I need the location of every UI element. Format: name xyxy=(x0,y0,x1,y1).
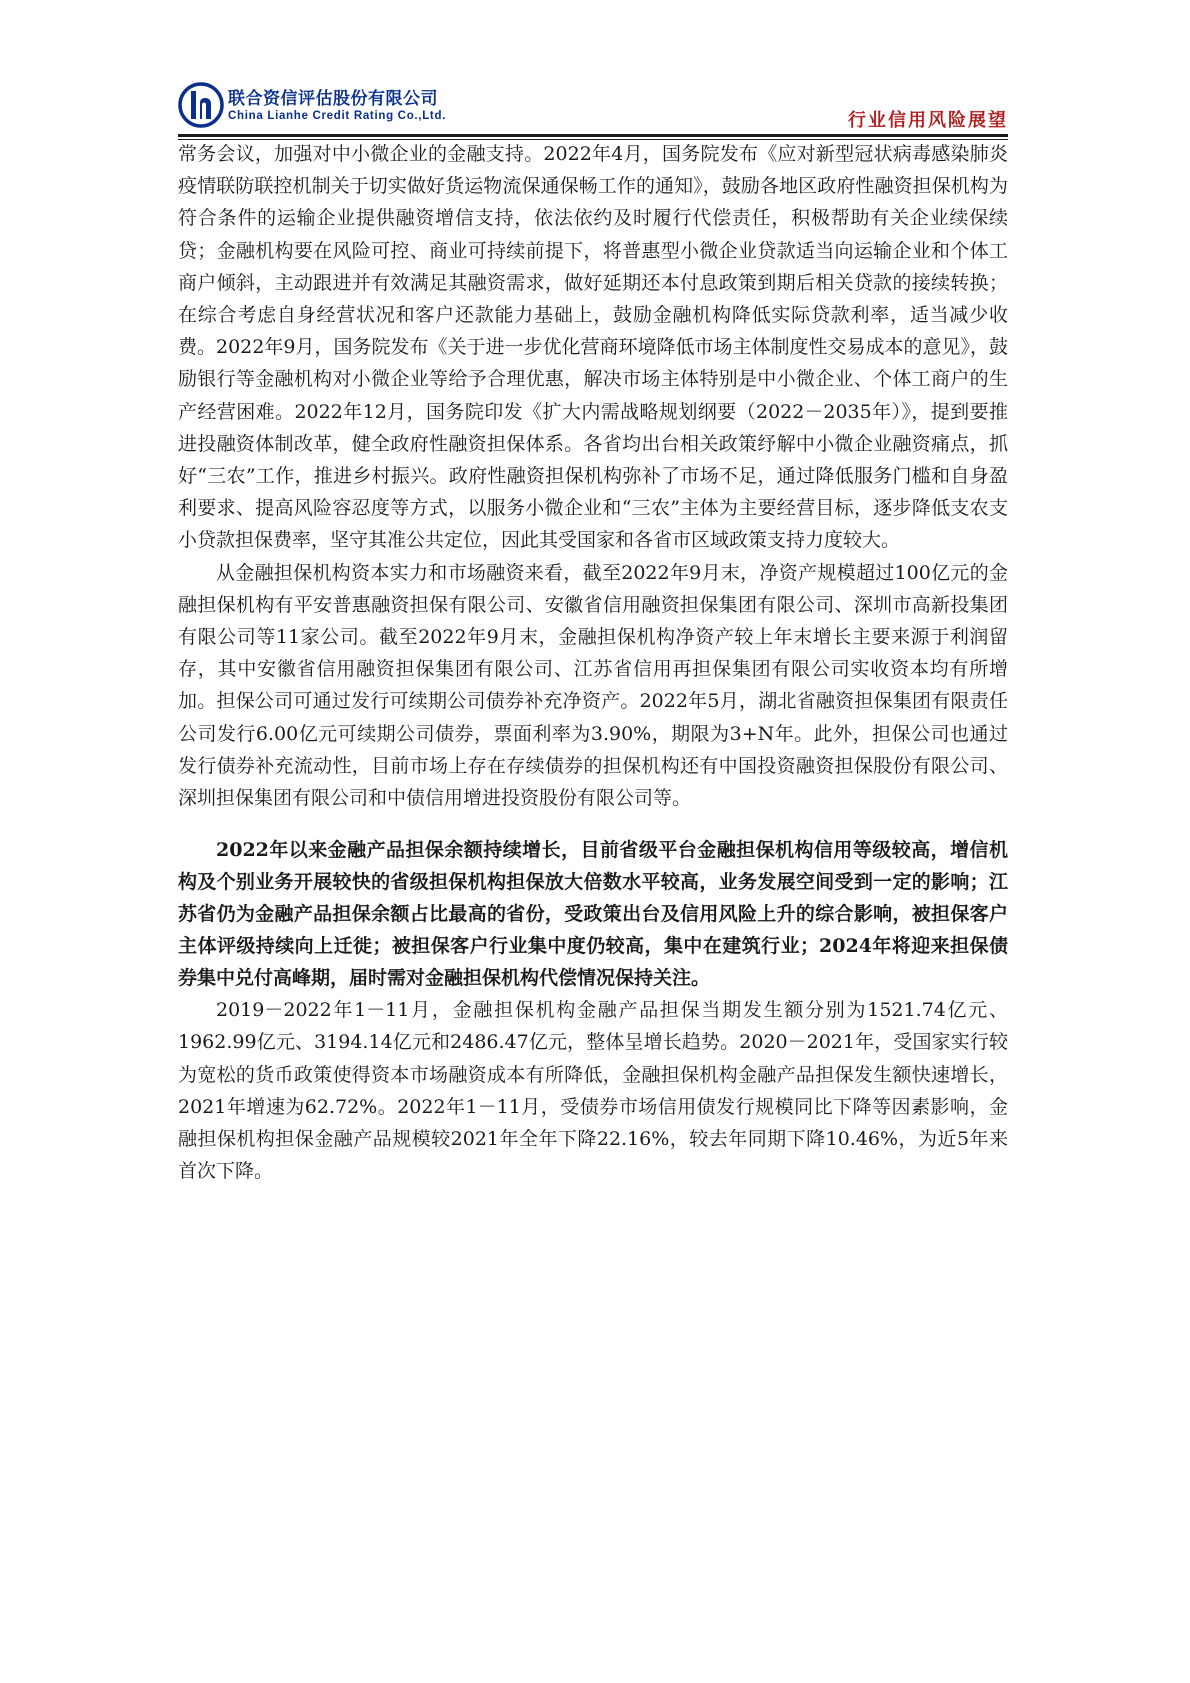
header-divider xyxy=(178,134,1008,137)
paragraph-policy-support: 常务会议，加强对中小微企业的金融支持。2022年4月，国务院发布《应对新型冠状病毒感染肺炎疫情联防联控机制关于切实做好货运物流保通保畅工作的通知》，鼓励各地区政府性融资担保机构为符合条件的运输企业提供融资增信支持，依法依约及时履行代偿责任，积极帮助有关企业续保续贷；金融机构要在风险可控、商业可持续前提下，将普惠型小微企业贷款适当向运输企业和个体工商户倾斜，主动跟进并有效满足其融资需求，做好延期还本付息政策到期后相关贷款的接续转换；在综合考虑自身经营状况和客户还款能力基础上，鼓励金融机构降低实际贷款利率，适当减少收费。2022年9月，国务院发布《关于进一步优化营商环境降低市场主体制度性交易成本的意见》，鼓励银行等金融机构对小微企业等给予合理优惠，解决市场主体特别是中小微企业、个体工商户的生产经营困难。2022年12月，国务院印发《扩大内需战略规划纲要（2022－2035年）》，提到要推进投融资体制改革，健全政府性融资担保体系。各省均出台相关政策纾解中小微企业融资痛点，抓好“三农”工作，推进乡村振兴。政府性融资担保机构弥补了市场不足，通过降低服务门槛和自身盈利要求、提高风险容忍度等方式，以服务小微企业和“三农”主体为主要经营目标，逐步降低支农支小贷款担保费率，坚守其准公共定位，因此其受国家和各省市区域政策支持力度较大。 xyxy=(178,143,1008,552)
company-name-cn: 联合资信评估股份有限公司 xyxy=(228,89,438,109)
report-title: 行业信用风险展望 xyxy=(848,110,1008,131)
lianhe-logo-icon xyxy=(178,82,224,128)
paragraph-capital-strength: 从金融担保机构资本实力和市场融资来看，截至2022年9月末，净资产规模超过100亿元的金融担保机构有平安普惠融资担保有限公司、安徽省信用融资担保集团有限公司、深圳市高新投集团有限公司等11家公司。截至2022年9月末，金融担保机构净资产较上年末增长主要来源于利润留存，其中安徽省信用融资担保集团有限公司、江苏省信用再担保集团有限公司实收资本均有所增加。担保公司可通过发行可续期公司债券补充净资产。2022年5月，湖北省融资担保集团有限责任公司发行6.00亿元可续期公司债券，票面利率为3.90%，期限为3+N年。此外，担保公司也通过发行债券补充流动性，目前市场上存在存续债券的担保机构还有中国投资融资担保股份有限公司、深圳担保集团有限公司和中债信用增进投资股份有限公司等。 xyxy=(178,561,1008,810)
company-name-en: China Lianhe Credit Rating Co.,Ltd. xyxy=(228,110,447,122)
paragraph-guarantee-volume: 2019－2022年1－11月，金融担保机构金融产品担保当期发生额分别为1521.74亿元、1962.99亿元、3194.14亿元和2486.47亿元，整体呈增长趋势。2020－2021年，受国家实行较为宽松的货币政策使得资本市场融资成本有所降低，金融担保机构金融产品担保发生额快速增长，2021年增速为62.72%。2022年1－11月，受债券市场信用债发行规模同比下降等因素影响，金融担保机构担保金融产品规模较2021年全年下降22.16%，较去年同期下降10.46%，为近5年来首次下降。 xyxy=(178,999,1008,1183)
page-header xyxy=(178,82,1008,132)
paragraph-key-summary: 2022年以来金融产品担保余额持续增长，目前省级平台金融担保机构信用等级较高，增信机构及个别业务开展较快的省级担保机构担保放大倍数水平较高，业务发展空间受到一定的影响；江苏省仍为金融产品担保余额占比最高的省份，受政策出台及信用风险上升的综合影响，被担保客户主体评级持续向上迁徙；被担保客户行业集中度仍较高，集中在建筑行业；2024年将迎来担保债券集中兑付高峰期，届时需对金融担保机构代偿情况保持关注。 xyxy=(178,839,1008,990)
document-body xyxy=(178,138,1008,1187)
